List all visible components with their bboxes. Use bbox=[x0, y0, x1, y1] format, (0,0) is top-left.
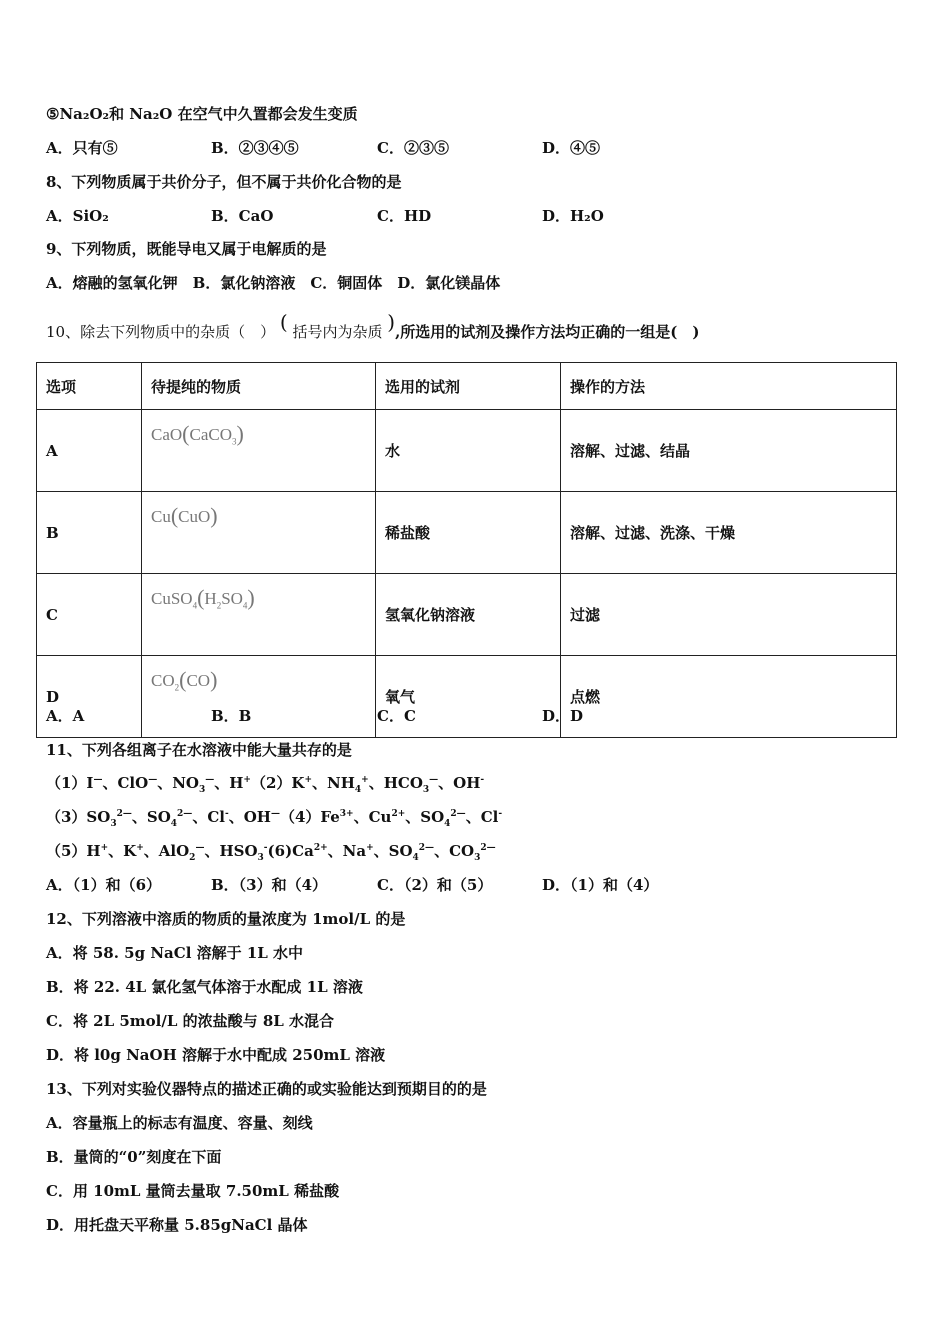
q10-option-b: B．B bbox=[211, 707, 252, 725]
q13-stem: 13、下列对实验仪器特点的描述正确的或实验能达到预期目的的是 bbox=[46, 1080, 487, 1098]
q12-choice-a: A．将 58. 5g NaCl 溶解于 1L 水中 bbox=[46, 944, 304, 962]
row-reagent: 氧气 bbox=[376, 656, 561, 738]
row-reagent: 水 bbox=[376, 410, 561, 492]
q8-option-a: A．SiO₂ bbox=[46, 207, 109, 225]
q10-stem bbox=[46, 310, 700, 342]
q7-option-a: A．只有⑤ bbox=[46, 139, 118, 157]
row-option: D bbox=[37, 656, 142, 738]
table-row bbox=[37, 656, 897, 738]
q8-option-b: B．CaO bbox=[211, 207, 274, 225]
row-option: C bbox=[37, 574, 142, 656]
q8-option-c: C．HD bbox=[377, 207, 432, 225]
table-row bbox=[37, 574, 897, 656]
row-option: B bbox=[37, 492, 142, 574]
q8-option-d: D．H₂O bbox=[542, 207, 604, 225]
table-header-row bbox=[37, 363, 897, 410]
header-method: 操作的方法 bbox=[561, 363, 897, 410]
q11-group-1-2: （1）I—、ClO—、$NO_3^—$、H+（2）K+、$NH_4^+$、$HCO_3^—$、OH- bbox=[46, 774, 485, 795]
row-substance-formula: $CO_2(CO)$ bbox=[142, 656, 376, 738]
q7-option-b: B．②③④⑤ bbox=[211, 139, 299, 157]
q10-stem-part1: 10、除去下列物质中的杂质（ ） bbox=[46, 323, 276, 341]
q10-open-paren: ( bbox=[279, 310, 288, 334]
table-row bbox=[37, 492, 897, 574]
q10-stem-part3: ,所选用的试剂及操作方法均正确的一组是( ) bbox=[395, 323, 700, 341]
row-substance-formula: $CuSO_4(H_2SO_4)$ bbox=[142, 574, 376, 656]
q12-choice-c: C．将 2L 5mol/L 的浓盐酸与 8L 水混合 bbox=[46, 1012, 335, 1030]
row-reagent: 氢氧化钠溶液 bbox=[376, 574, 561, 656]
q10-stem-part2: 括号内为杂质 bbox=[292, 323, 383, 341]
q12-choice-d: D．将 l0g NaOH 溶解于水中配成 250mL 溶液 bbox=[46, 1046, 386, 1064]
q10-table bbox=[36, 362, 897, 738]
row-method: 点燃 bbox=[561, 656, 897, 738]
q13-choice-a: A．容量瓶上的标志有温度、容量、刻线 bbox=[46, 1114, 313, 1132]
q11-option-a: A．（1）和（6） bbox=[46, 876, 162, 894]
q13-choice-c: C．用 10mL 量筒去量取 7.50mL 稀盐酸 bbox=[46, 1182, 340, 1200]
row-substance-formula: Cu(CuO) bbox=[142, 492, 376, 574]
q9-options: A．熔融的氢氧化钾 B．氯化钠溶液 C．铜固体 D．氯化镁晶体 bbox=[46, 274, 501, 292]
q11-option-c: C．（2）和（5） bbox=[377, 876, 493, 894]
row-method: 溶解、过滤、结晶 bbox=[561, 410, 897, 492]
q7-tail: ⑤Na₂O₂和 Na₂O 在空气中久置都会发生变质 bbox=[46, 105, 358, 123]
q10-option-d: D．D bbox=[542, 707, 584, 725]
header-reagent: 选用的试剂 bbox=[376, 363, 561, 410]
q9-stem: 9、下列物质，既能导电又属于电解质的是 bbox=[46, 240, 327, 258]
q12-stem: 12、下列溶液中溶质的物质的量浓度为 1mol/L 的是 bbox=[46, 910, 406, 928]
row-reagent: 稀盐酸 bbox=[376, 492, 561, 574]
table-row bbox=[37, 410, 897, 492]
q11-stem: 11、下列各组离子在水溶液中能大量共存的是 bbox=[46, 741, 352, 759]
row-method: 过滤 bbox=[561, 574, 897, 656]
header-substance: 待提纯的物质 bbox=[142, 363, 376, 410]
q11-group-3-4: $(3)SO_3^{2—}$、$SO_4^{2—}$、Cl-、$OH^—(4)Fe^{3+}$、$Cu^{2+}$、$SO_4^{2—}$、Cl- bbox=[46, 808, 503, 829]
q7-option-c: C．②③⑤ bbox=[377, 139, 449, 157]
header-option: 选项 bbox=[37, 363, 142, 410]
q10-close-paren: ) bbox=[387, 310, 396, 334]
q13-choice-d: D．用托盘天平称量 5.85gNaCl 晶体 bbox=[46, 1216, 308, 1234]
row-option: A bbox=[37, 410, 142, 492]
q8-stem: 8、下列物质属于共价分子，但不属于共价化合物的是 bbox=[46, 173, 402, 191]
q10-option-c: C．C bbox=[377, 707, 416, 725]
q11-option-b: B．（3）和（4） bbox=[211, 876, 328, 894]
row-substance-formula: CaO(CaCO$_3$) bbox=[142, 410, 376, 492]
row-method: 溶解、过滤、洗涤、干燥 bbox=[561, 492, 897, 574]
q10-option-a: A．A bbox=[46, 707, 85, 725]
q13-choice-b: B．量筒的“0”刻度在下面 bbox=[46, 1148, 222, 1166]
q11-option-d: D．（1）和（4） bbox=[542, 876, 659, 894]
q7-option-d: D．④⑤ bbox=[542, 139, 601, 157]
q12-choice-b: B．将 22. 4L 氯化氢气体溶于水配成 1L 溶液 bbox=[46, 978, 363, 996]
q11-group-5-6: （5）H+、K+、AlO$_2$—、$HSO_3^-(6)Ca^{2+}$、Na+、$SO_4^{2—}$、$CO_3^{2—}$ bbox=[46, 842, 496, 863]
